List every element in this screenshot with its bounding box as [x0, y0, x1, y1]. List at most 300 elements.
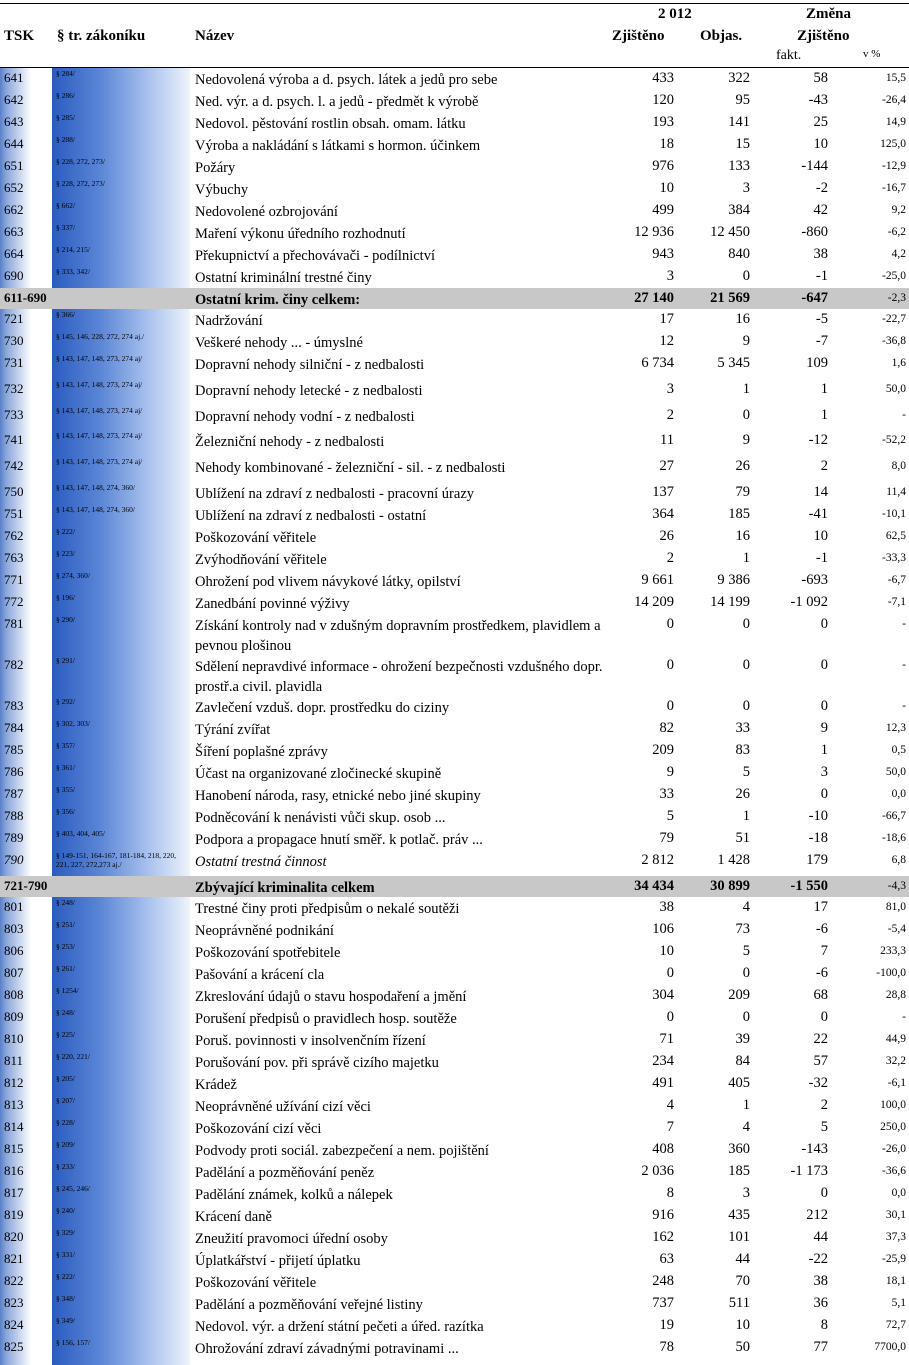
row-zjisteno: 0 [666, 698, 674, 714]
row-paragraf: § 251/ [56, 920, 75, 929]
row-objasneno: 3 [742, 180, 750, 196]
header-zmena-zjisteno: Zjištěno [797, 28, 850, 44]
row-tsk: 652 [4, 180, 24, 195]
table-row [0, 1073, 909, 1095]
row-objasneno: 50 [735, 1339, 750, 1355]
row-zmena-fakt: -2 [815, 180, 828, 196]
table-row [0, 156, 909, 178]
row-paragraf: § 292/ [56, 697, 75, 706]
row-zjisteno: 2 [666, 550, 674, 566]
row-paragraf: § 222/ [56, 1272, 75, 1281]
row-name: Pašování a krácení cla [195, 967, 325, 983]
row-paragraf: § 291/ [56, 656, 75, 665]
row-zmena-pct: 30,1 [885, 1209, 906, 1221]
table-row [0, 1315, 909, 1337]
row-objasneno: 70 [735, 1273, 750, 1289]
row-tsk: 643 [4, 114, 24, 129]
row-zjisteno: 82 [659, 720, 674, 736]
table-row [0, 548, 909, 570]
table-row [0, 718, 909, 740]
row-paragraf: § 284/ [56, 69, 75, 78]
row-zjisteno: 6 734 [641, 355, 674, 371]
row-objasneno: 21 569 [710, 290, 750, 306]
row-name: Výbuchy [195, 182, 249, 198]
row-zmena-pct: 12,3 [885, 722, 906, 734]
row-zmena-pct: 62,5 [885, 530, 906, 542]
row-objasneno: 360 [728, 1141, 750, 1157]
table-row [0, 1161, 909, 1183]
row-objasneno: 1 [742, 1097, 750, 1113]
row-zmena-fakt: 0 [820, 1009, 828, 1025]
table-row [0, 919, 909, 941]
row-zmena-pct: 44,9 [885, 1033, 906, 1045]
row-name: Šíření poplašné zprávy [195, 744, 328, 760]
row-name: Ned. výr. a d. psych. l. a jedů - předmět k výrobě [195, 94, 479, 110]
row-paragraf: § 143, 147, 148, 273, 274 aj/ [56, 405, 143, 415]
row-zmena-fakt: -1 [815, 550, 828, 566]
header-zjisteno: Zjištěno [612, 28, 665, 44]
table-row [0, 200, 909, 222]
row-zjisteno: 193 [652, 114, 674, 130]
row-name: Zneužití pravomoci úřední osoby [195, 1231, 388, 1247]
row-name: Ostatní trestná činnost [195, 854, 327, 870]
table-row [0, 244, 909, 266]
row-name: Zavlečení vzduš. dopr. prostředku do ciziny [195, 700, 450, 716]
row-tsk: 816 [4, 1163, 24, 1178]
row-zmena-fakt: -1 173 [790, 1163, 828, 1179]
row-objasneno: 4 [742, 899, 750, 915]
row-zmena-pct: - [902, 618, 906, 630]
row-tsk: 819 [4, 1207, 24, 1222]
row-zjisteno: 71 [659, 1031, 674, 1047]
row-name: Poruš. povinnosti v insolvenčním řízení [195, 1033, 426, 1049]
row-zjisteno: 248 [652, 1273, 674, 1289]
row-objasneno: 14 199 [710, 594, 750, 610]
row-objasneno: 0 [742, 406, 750, 423]
table-row [0, 655, 909, 696]
row-zmena-fakt: 58 [813, 70, 828, 86]
row-tsk: 641 [4, 70, 24, 85]
row-paragraf: § 220, 221/ [56, 1052, 90, 1061]
row-objasneno: 435 [728, 1207, 750, 1223]
row-zmena-fakt: -43 [808, 92, 828, 108]
row-zjisteno: 943 [652, 246, 674, 262]
row-zmena-fakt: 22 [813, 1031, 828, 1047]
row-paragraf: § 348/ [56, 1294, 75, 1303]
table-row [0, 1205, 909, 1227]
row-zmena-pct: 32,2 [885, 1055, 906, 1067]
row-paragraf: § 286/ [56, 91, 75, 100]
row-zjisteno: 234 [652, 1053, 674, 1069]
row-name: Nadržování [195, 313, 263, 329]
row-objasneno: 3 [742, 1185, 750, 1201]
row-paragraf: § 248/ [56, 898, 75, 907]
row-tsk: 762 [4, 528, 24, 543]
row-zmena-fakt: -12 [808, 432, 828, 449]
row-name: Krácení daně [195, 1209, 272, 1225]
row-objasneno: 30 899 [710, 878, 750, 894]
row-paragraf: § 240/ [56, 1206, 75, 1215]
row-tsk: 822 [4, 1273, 24, 1288]
row-objasneno: 133 [728, 158, 750, 174]
row-zmena-fakt: 38 [813, 1273, 828, 1289]
table-row [0, 1249, 909, 1271]
row-zjisteno: 33 [659, 786, 674, 802]
row-tsk: 663 [4, 224, 24, 239]
row-name: Ublížení na zdraví z nedbalosti - ostatní [195, 508, 427, 524]
row-tsk: 806 [4, 943, 24, 958]
row-zjisteno: 19 [659, 1317, 674, 1333]
row-tsk: 721-790 [4, 878, 48, 893]
row-zmena-fakt: 14 [813, 484, 828, 500]
row-zmena-fakt: 77 [813, 1339, 828, 1355]
row-zjisteno: 209 [652, 742, 674, 758]
row-paragraf: § 261/ [56, 964, 75, 973]
row-zmena-pct: -6,2 [887, 226, 906, 238]
row-paragraf: § 143, 147, 148, 273, 274 aj/ [56, 431, 143, 441]
row-tsk: 803 [4, 921, 24, 936]
row-zjisteno: 3 [666, 268, 674, 284]
table-row [0, 309, 909, 331]
row-tsk: 825 [4, 1339, 24, 1354]
table-row [0, 941, 909, 963]
row-zmena-fakt: 3 [820, 764, 828, 780]
table-row [0, 696, 909, 718]
row-objasneno: 209 [728, 987, 750, 1003]
row-objasneno: 4 [742, 1119, 750, 1135]
row-paragraf: § 331/ [56, 1250, 75, 1259]
row-paragraf: § 223/ [56, 549, 75, 558]
table-row [0, 850, 909, 876]
table-row [0, 266, 909, 288]
row-name: Nehody kombinované - železniční - sil. - z nedbalosti [195, 460, 506, 477]
row-paragraf: § 253/ [56, 942, 75, 951]
row-name: Účast na organizované zločinecké skupině [195, 766, 442, 782]
row-objasneno: 141 [728, 114, 750, 130]
row-zmena-pct: 50,0 [885, 382, 906, 395]
row-tsk: 788 [4, 808, 24, 823]
row-zmena-pct: 37,3 [885, 1231, 906, 1243]
row-name: Trestné činy proti předpisům o nekalé soutěži [195, 901, 460, 917]
header-zmena: Změna [806, 6, 851, 22]
row-paragraf: § 1254/ [56, 986, 79, 995]
row-name: Výroba a nakládání s látkami s hormon. účinkem [195, 138, 481, 154]
row-tsk: 733 [4, 406, 24, 422]
table-row [0, 806, 909, 828]
row-objasneno: 79 [735, 484, 750, 500]
table-row [0, 1051, 909, 1073]
table-row [0, 134, 909, 156]
row-tsk: 664 [4, 246, 24, 261]
row-zmena-pct: 250,0 [880, 1121, 906, 1133]
row-zjisteno: 38 [659, 899, 674, 915]
row-zmena-pct: 4,2 [891, 248, 906, 260]
row-name: Ohrožení pod vlivem návykové látky, opilství [195, 574, 461, 590]
row-name: Padělání a pozměňování peněz [195, 1165, 375, 1181]
row-zmena-fakt: -693 [801, 572, 828, 588]
table-row [0, 353, 909, 379]
row-zmena-pct: -16,7 [882, 182, 906, 194]
row-paragraf: § 245, 246/ [56, 1184, 90, 1193]
row-tsk: 810 [4, 1031, 24, 1046]
table-row [0, 1139, 909, 1161]
row-name: Krádež [195, 1077, 237, 1093]
table-row [0, 331, 909, 353]
row-zmena-fakt: 212 [806, 1207, 828, 1223]
row-paragraf: § 228, 272, 273/ [56, 179, 105, 188]
row-objasneno: 0 [742, 268, 750, 284]
row-tsk: 721 [4, 311, 24, 326]
row-tsk: 814 [4, 1119, 24, 1134]
header-vpct: v % [863, 48, 881, 60]
row-paragraf: § 288/ [56, 135, 75, 144]
row-zmena-pct: -22,7 [882, 313, 906, 325]
row-paragraf: § 662/ [56, 201, 75, 210]
row-objasneno: 51 [735, 830, 750, 846]
row-objasneno: 26 [735, 458, 750, 475]
row-name: Týrání zvířat [195, 722, 271, 738]
header-fakt: fakt. [776, 48, 802, 63]
header-objas: Objas. [700, 28, 743, 44]
row-zmena-pct: 233,3 [880, 945, 906, 957]
row-zmena-fakt: 179 [806, 852, 828, 868]
row-zmena-fakt: 7 [820, 943, 828, 959]
row-zjisteno: 63 [659, 1251, 674, 1267]
row-zjisteno: 7 [666, 1119, 674, 1135]
row-name: Dopravní nehody silniční - z nedbalosti [195, 357, 425, 373]
row-zmena-fakt: -143 [801, 1141, 828, 1157]
row-objasneno: 83 [735, 742, 750, 758]
row-name: Neoprávněné užívání cizí věci [195, 1099, 371, 1115]
row-zmena-fakt: -6 [815, 965, 828, 981]
row-paragraf: § 149-151, 164-167, 181-184, 218, 220, 221, 227, 272,273 aj./ [56, 851, 176, 869]
row-objasneno: 5 345 [717, 355, 750, 371]
row-name: Zkreslování údajů o stavu hospodaření a jmění [195, 989, 467, 1005]
row-tsk: 824 [4, 1317, 24, 1332]
row-tsk: 821 [4, 1251, 24, 1266]
row-zmena-fakt: 1 [820, 742, 828, 758]
table-row [0, 592, 909, 614]
row-name: Úplatkářství - přijetí úplatku [195, 1253, 361, 1269]
row-tsk: 783 [4, 698, 24, 713]
row-zmena-pct: - [902, 700, 906, 712]
row-zmena-pct: -36,6 [882, 1165, 906, 1177]
row-objasneno: 10 [735, 1317, 750, 1333]
row-zmena-pct: -4,3 [887, 880, 906, 892]
row-zmena-fakt: -1 092 [790, 594, 828, 610]
row-zmena-fakt: 1 [820, 406, 828, 423]
row-zmena-fakt: -5 [815, 311, 828, 327]
table-row [0, 1029, 909, 1051]
row-objasneno: 1 [742, 380, 750, 397]
row-objasneno: 44 [735, 1251, 750, 1267]
row-zjisteno: 0 [666, 1009, 674, 1025]
row-paragraf: § 145, 146, 228, 272, 274 aj./ [56, 332, 145, 341]
row-zmena-pct: 0,0 [891, 788, 906, 800]
row-paragraf: § 302, 303/ [56, 719, 90, 728]
row-zmena-fakt: -7 [815, 333, 828, 349]
row-zmena-fakt: -18 [808, 830, 828, 846]
row-name: Ohrožování zdraví závadnými potravinami ... [195, 1341, 459, 1357]
row-zmena-pct: -6,1 [887, 1077, 906, 1089]
row-zmena-fakt: -10 [808, 808, 828, 824]
table-row [0, 1007, 909, 1029]
row-zjisteno: 304 [652, 987, 674, 1003]
row-zjisteno: 27 [659, 458, 674, 475]
row-name: Ostatní krim. činy celkem: [195, 292, 361, 308]
row-tsk: 809 [4, 1009, 24, 1024]
row-zjisteno: 9 661 [641, 572, 674, 588]
row-paragraf: § 366/ [56, 310, 75, 319]
row-objasneno: 1 [742, 808, 750, 824]
row-zmena-pct: - [902, 1011, 906, 1023]
row-zmena-fakt: 0 [820, 657, 828, 673]
row-zmena-fakt: -41 [808, 506, 828, 522]
row-tsk: 782 [4, 657, 24, 672]
table-total-row [0, 876, 909, 897]
row-zjisteno: 8 [666, 1185, 674, 1201]
table-row [0, 1337, 909, 1359]
row-zmena-fakt: 57 [813, 1053, 828, 1069]
row-zmena-fakt: -860 [801, 224, 828, 240]
table-row [0, 379, 909, 405]
row-zmena-pct: 5,1 [891, 1297, 906, 1309]
row-tsk: 813 [4, 1097, 24, 1112]
row-zmena-pct: -12,9 [882, 160, 906, 172]
row-paragraf: § 156, 157/ [56, 1338, 90, 1347]
row-objasneno: 0 [742, 657, 750, 673]
row-zmena-fakt: 8 [820, 1317, 828, 1333]
row-zmena-pct: 81,0 [885, 901, 906, 913]
row-zjisteno: 162 [652, 1229, 674, 1245]
table-row [0, 985, 909, 1007]
row-zmena-pct: -7,1 [887, 596, 906, 608]
row-tsk: 771 [4, 572, 24, 587]
row-objasneno: 5 [742, 943, 750, 959]
row-name: Nedovol. pěstování rostlin obsah. omam. látku [195, 116, 466, 132]
row-zjisteno: 2 [666, 406, 674, 423]
table-row [0, 178, 909, 200]
row-zjisteno: 364 [652, 506, 674, 522]
row-zmena-fakt: 68 [813, 987, 828, 1003]
table-total-row [0, 288, 909, 309]
row-zmena-fakt: 10 [813, 136, 828, 152]
table-row [0, 405, 909, 431]
row-zjisteno: 12 [659, 333, 674, 349]
row-name: Překupnictví a přechovávači - podílnictví [195, 248, 435, 264]
row-zjisteno: 737 [652, 1295, 674, 1311]
row-name: Hanobení národa, rasy, etnické nebo jiné skupiny [195, 788, 481, 804]
table-row [0, 1117, 909, 1139]
row-zmena-fakt: 36 [813, 1295, 828, 1311]
row-paragraf: § 228/ [56, 1118, 75, 1127]
row-zmena-fakt: 2 [820, 1097, 828, 1113]
row-tsk: 742 [4, 458, 24, 474]
row-zmena-pct: 125,0 [880, 138, 906, 150]
row-zmena-fakt: 0 [820, 698, 828, 714]
row-zmena-pct: - [902, 659, 906, 671]
row-zmena-fakt: -6 [815, 921, 828, 937]
row-zjisteno: 18 [659, 136, 674, 152]
row-zjisteno: 78 [659, 1339, 674, 1355]
row-tsk: 807 [4, 965, 24, 980]
row-name: Poškozování cizí věci [195, 1121, 322, 1137]
row-zjisteno: 14 209 [634, 594, 674, 610]
row-zmena-pct: -36,8 [882, 335, 906, 347]
row-objasneno: 384 [728, 202, 750, 218]
table-row [0, 430, 909, 456]
row-paragraf: § 337/ [56, 223, 75, 232]
table-row [0, 68, 909, 90]
row-tsk: 812 [4, 1075, 24, 1090]
row-name: Získání kontroly nad v zdušným dopravním prostředkem, plavidlem a pevnou plošinou [195, 618, 601, 654]
row-paragraf: § 209/ [56, 1140, 75, 1149]
row-objasneno: 9 [742, 432, 750, 449]
row-tsk: 784 [4, 720, 24, 735]
row-paragraf: § 274, 360/ [56, 571, 90, 580]
row-zjisteno: 17 [659, 311, 674, 327]
table-row [0, 614, 909, 655]
row-zjisteno: 79 [659, 830, 674, 846]
row-tsk: 731 [4, 355, 24, 370]
row-zjisteno: 0 [666, 657, 674, 673]
table-row [0, 762, 909, 784]
row-name: Veškeré nehody ... - úmyslné [195, 335, 363, 351]
row-zjisteno: 106 [652, 921, 674, 937]
row-zjisteno: 11 [660, 432, 674, 449]
row-paragraf: § 228, 272, 273/ [56, 157, 105, 166]
row-zmena-pct: -2,3 [887, 292, 906, 304]
row-objasneno: 185 [728, 506, 750, 522]
row-name: Sdělení nepravdivé informace - ohrožení bezpečnosti vzdušného dopr. prostř.a civil. plavidla [195, 659, 603, 695]
row-name: Poškozování spotřebitele [195, 945, 341, 961]
table-row [0, 570, 909, 592]
row-tsk: 732 [4, 380, 24, 396]
row-zmena-fakt: 42 [813, 202, 828, 218]
row-tsk: 801 [4, 899, 24, 914]
row-zjisteno: 976 [652, 158, 674, 174]
row-zjisteno: 4 [666, 1097, 674, 1113]
row-paragraf: § 233/ [56, 1162, 75, 1171]
row-objasneno: 12 450 [710, 224, 750, 240]
row-name: Dopravní nehody vodní - z nedbalosti [195, 408, 415, 425]
row-zmena-pct: 11,4 [886, 486, 906, 498]
table-row [0, 222, 909, 244]
row-zmena-fakt: 109 [806, 355, 828, 371]
row-paragraf: § 329/ [56, 1228, 75, 1237]
row-paragraf: § 349/ [56, 1316, 75, 1325]
table-row [0, 482, 909, 504]
row-zmena-pct: -26,4 [882, 94, 906, 106]
row-zmena-pct: 0,5 [891, 744, 906, 756]
row-objasneno: 185 [728, 1163, 750, 1179]
row-zmena-pct: 7700,0 [874, 1341, 906, 1353]
row-name: Padělání známek, kolků a nálepek [195, 1187, 393, 1203]
row-zjisteno: 10 [659, 943, 674, 959]
row-paragraf: § 355/ [56, 785, 75, 794]
row-zmena-fakt: 38 [813, 246, 828, 262]
row-paragraf: § 225/ [56, 1030, 75, 1039]
row-paragraf: § 333, 342/ [56, 267, 90, 276]
row-name: Podněcování k nenávisti vůči skup. osob ... [195, 810, 446, 826]
row-objasneno: 9 [742, 333, 750, 349]
row-name: Ostatní kriminální trestné činy [195, 270, 372, 286]
row-paragraf: § 207/ [56, 1096, 75, 1105]
row-objasneno: 16 [735, 311, 750, 327]
row-zmena-pct: -100,0 [876, 967, 906, 979]
row-zmena-fakt: -647 [801, 290, 828, 306]
row-zmena-pct: -18,6 [882, 832, 906, 844]
